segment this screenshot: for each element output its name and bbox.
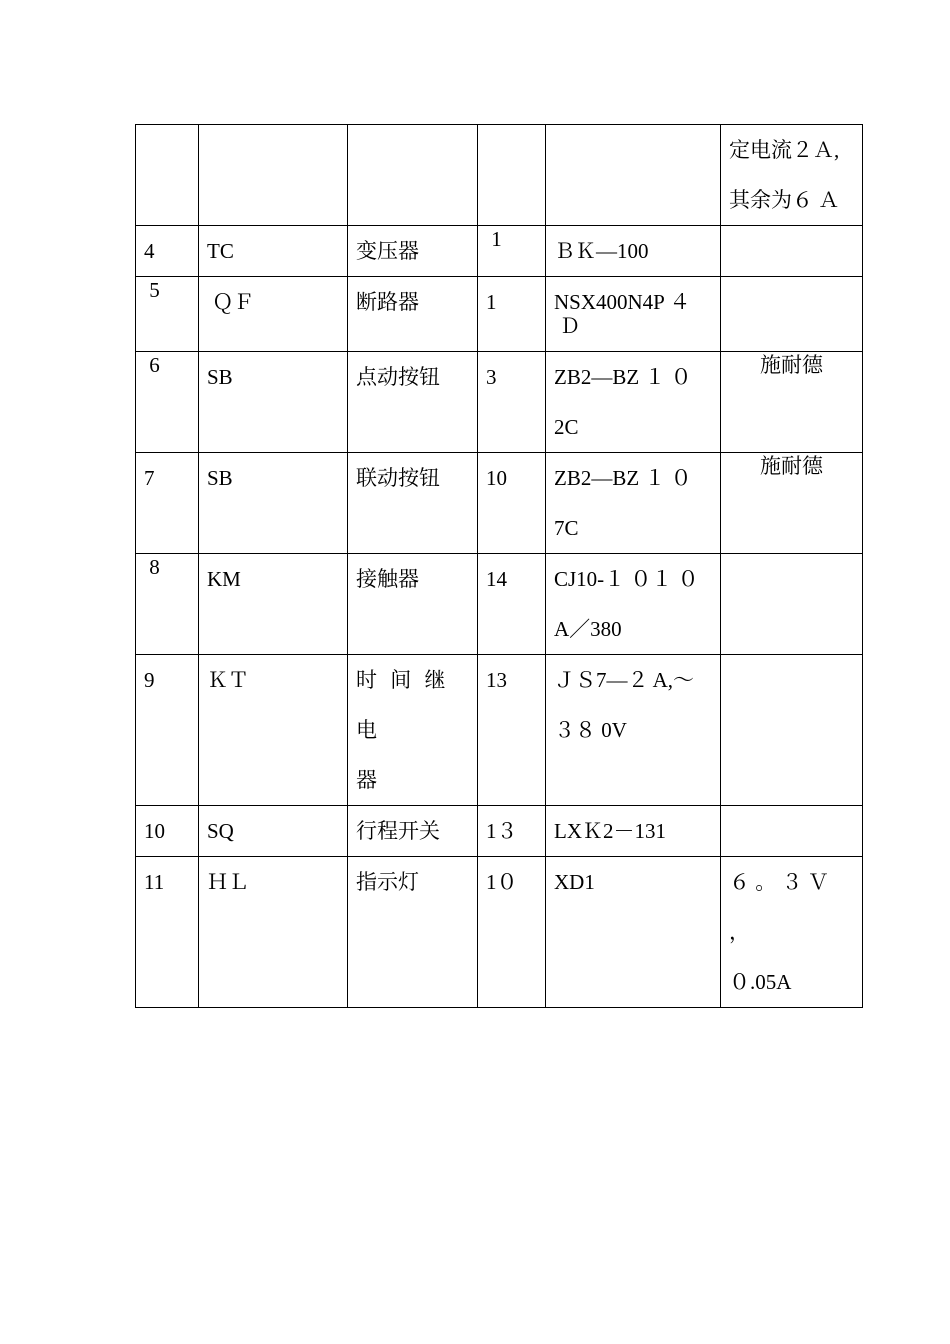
cell-code: SB xyxy=(199,453,348,554)
cell-no xyxy=(136,125,199,226)
cell-note: 施耐德 xyxy=(721,352,863,453)
cell-qty: 13 xyxy=(478,655,546,806)
cell-qty: 10 xyxy=(478,453,546,554)
cell-no: 5 xyxy=(136,277,199,352)
cell-no: 10 xyxy=(136,806,199,857)
cell-code xyxy=(199,125,348,226)
cell-model: XD1 xyxy=(546,857,721,1008)
table-row xyxy=(136,226,863,277)
table-row xyxy=(136,655,863,806)
cell-model: ＢＫ—100 xyxy=(546,226,721,277)
cell-no: 11 xyxy=(136,857,199,1008)
cell-note xyxy=(721,226,863,277)
cell-model xyxy=(546,125,721,226)
cell-qty: 1３ xyxy=(478,806,546,857)
cell-name: 点动按钮 xyxy=(348,352,478,453)
cell-note xyxy=(721,554,863,655)
cell-name: 变压器 xyxy=(348,226,478,277)
cell-code: ＱＦ xyxy=(199,277,348,352)
cell-qty: 1０ xyxy=(478,857,546,1008)
cell-name: 指示灯 xyxy=(348,857,478,1008)
cell-model: CJ10-１ ０１ ０ A／380 xyxy=(546,554,721,655)
cell-code: SB xyxy=(199,352,348,453)
cell-note xyxy=(721,277,863,352)
cell-name: 时 间 继 电 器 xyxy=(348,655,478,806)
cell-code: SQ xyxy=(199,806,348,857)
cell-name: 联动按钮 xyxy=(348,453,478,554)
cell-name: 断路器 xyxy=(348,277,478,352)
cell-note: ６ 。 ３ Ｖ ， ０.05A xyxy=(721,857,863,1008)
table-row xyxy=(136,806,863,857)
cell-qty xyxy=(478,125,546,226)
cell-model: ＪＳ7—２ A,～ ３８ 0V xyxy=(546,655,721,806)
cell-qty: 1 xyxy=(478,277,546,352)
table-row xyxy=(136,554,863,655)
cell-no: 7 xyxy=(136,453,199,554)
table-row xyxy=(136,125,863,226)
cell-code: KM xyxy=(199,554,348,655)
cell-note: 施耐德 xyxy=(721,453,863,554)
cell-no: 4 xyxy=(136,226,199,277)
cell-no: 8 xyxy=(136,554,199,655)
cell-name: 接触器 xyxy=(348,554,478,655)
cell-model: ZB2—BZ １ ０ 2C xyxy=(546,352,721,453)
cell-model: ZB2—BZ １ ０ 7C xyxy=(546,453,721,554)
cell-note xyxy=(721,655,863,806)
cell-code: ＨＬ xyxy=(199,857,348,1008)
parts-table xyxy=(135,124,863,1008)
cell-name xyxy=(348,125,478,226)
cell-note: 定电流２Ａ, 其余为６ Ａ xyxy=(721,125,863,226)
cell-no: 9 xyxy=(136,655,199,806)
cell-model: NSX400N4P ４ Ｄ xyxy=(546,277,721,352)
cell-note xyxy=(721,806,863,857)
cell-qty: 3 xyxy=(478,352,546,453)
table-row xyxy=(136,453,863,554)
cell-qty: 1 xyxy=(478,226,546,277)
cell-name: 行程开关 xyxy=(348,806,478,857)
cell-no: 6 xyxy=(136,352,199,453)
table-row xyxy=(136,857,863,1008)
cell-code: ＫＴ xyxy=(199,655,348,806)
cell-qty: 14 xyxy=(478,554,546,655)
table-row xyxy=(136,352,863,453)
cell-model: LXＫ2－131 xyxy=(546,806,721,857)
cell-code: TC xyxy=(199,226,348,277)
table-row xyxy=(136,277,863,352)
